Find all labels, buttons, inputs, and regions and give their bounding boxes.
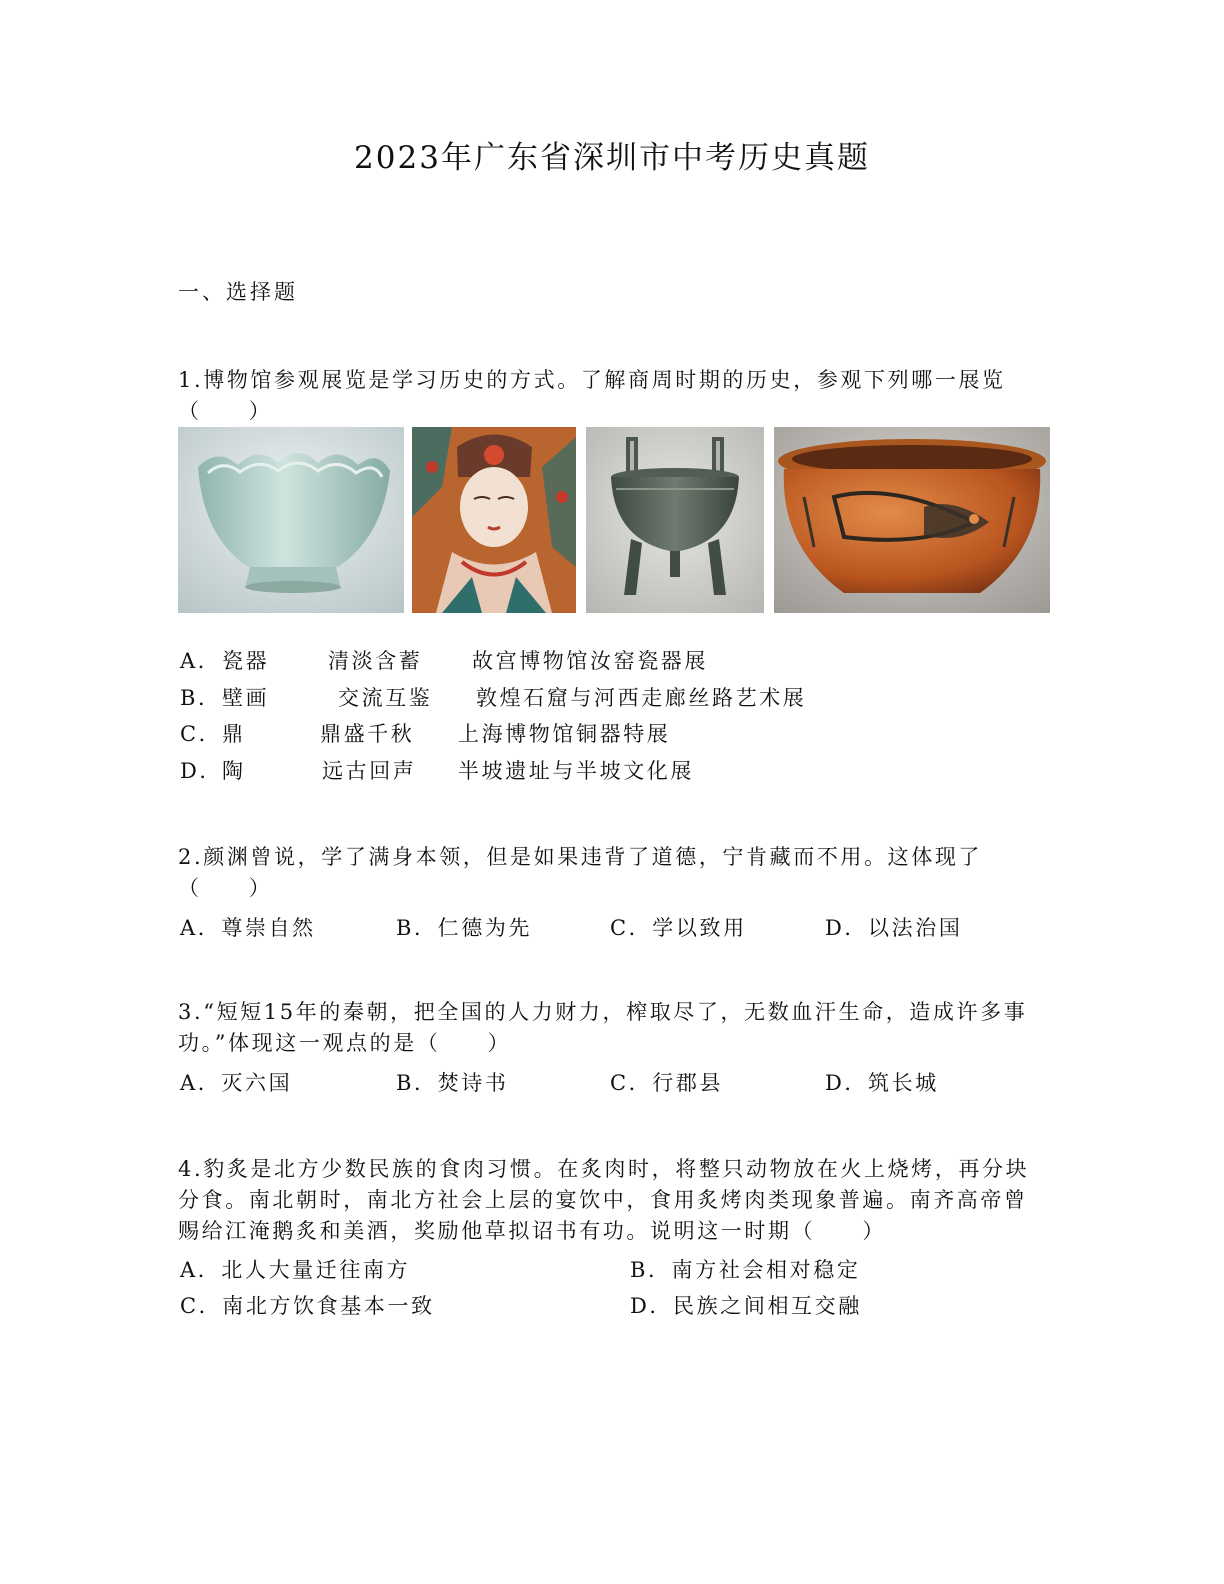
option-letter: B． [630, 1258, 672, 1282]
option-theme: 清淡含蓄 [328, 649, 423, 673]
painted-pottery-image [774, 427, 1050, 613]
option-letter: D． [630, 1294, 674, 1318]
q4-option-d[interactable] [630, 1290, 862, 1320]
option-theme: 远古回声 [322, 759, 417, 783]
option-item: 壁画 [222, 686, 270, 710]
q3-option-b[interactable] [396, 1067, 508, 1097]
option-letter: A． [180, 1258, 222, 1282]
option-text: 筑长城 [868, 1071, 939, 1095]
option-letter: C． [180, 722, 223, 746]
mural-image [412, 427, 576, 613]
q3-option-d[interactable] [825, 1067, 939, 1097]
option-text: 北人大量迁往南方 [221, 1258, 411, 1282]
option-text: 以法治国 [868, 916, 963, 940]
question-3-stem: 3.“短短15年的秦朝，把全国的人力财力，榨取尽了，无数血汗生命，造成许多事功。”体现这一观点的是（ ） [178, 1000, 1028, 1055]
option-letter: B． [396, 1071, 438, 1095]
bronze-ding-image [586, 427, 764, 613]
option-text: 民族之间相互交融 [673, 1294, 862, 1318]
option-item: 瓷器 [222, 649, 270, 673]
option-letter: D． [180, 759, 224, 783]
option-letter: D． [825, 1071, 869, 1095]
option-letter: B． [396, 916, 438, 940]
option-letter: C． [180, 1294, 223, 1318]
q3-option-a[interactable] [180, 1067, 292, 1097]
option-text: 学以致用 [652, 916, 747, 940]
option-item: 鼎 [222, 722, 246, 746]
q3-option-c[interactable] [610, 1067, 723, 1097]
q2-option-a[interactable] [180, 912, 316, 942]
option-letter: A． [180, 649, 222, 673]
page-title: 2023年广东省深圳市中考历史真题 [354, 140, 870, 176]
option-exhibit: 故宫博物馆汝窑瓷器展 [472, 649, 708, 673]
option-letter: C． [610, 1071, 653, 1095]
celadon-bowl-image [178, 427, 404, 613]
option-letter: C． [610, 916, 653, 940]
option-exhibit: 敦煌石窟与河西走廊丝路艺术展 [476, 686, 807, 710]
option-text: 焚诗书 [437, 1071, 509, 1095]
q4-option-c[interactable] [180, 1290, 435, 1320]
question-2-stem: 2.颜渊曾说，学了满身本领，但是如果违背了道德，宁肯藏而不用。这体现了（ ） [178, 845, 983, 900]
option-text: 尊崇自然 [221, 916, 316, 940]
option-exhibit: 上海博物馆铜器特展 [458, 722, 671, 746]
option-theme: 交流互鉴 [338, 686, 433, 710]
q2-option-c[interactable] [610, 912, 747, 942]
q2-option-d[interactable] [825, 912, 962, 942]
q2-option-b[interactable] [396, 912, 532, 942]
option-text: 灭六国 [221, 1071, 293, 1095]
option-text: 南方社会相对稳定 [671, 1258, 861, 1282]
option-exhibit: 半坡遗址与半坡文化展 [458, 759, 694, 783]
question-1-stem: 1.博物馆参观展览是学习历史的方式。了解商周时期的历史，参观下列哪一展览（ ） [178, 368, 1006, 423]
option-letter: A． [180, 916, 222, 940]
option-text: 南北方饮食基本一致 [222, 1294, 435, 1318]
q4-option-b[interactable] [630, 1254, 860, 1284]
option-letter: B． [180, 686, 222, 710]
option-text: 行郡县 [652, 1071, 724, 1095]
question-4-stem: 4.豹炙是北方少数民族的食肉习惯。在炙肉时，将整只动物放在火上烧烤，再分块分食。南北朝时，南北方社会上层的宴饮中，食用炙烤肉类现象普遍。南齐高帝曾赐给江淹鹅炙和美酒，奖励他草拟诏书有功。说明这一时期（ ） [178, 1157, 1030, 1243]
option-text: 仁德为先 [437, 916, 533, 940]
option-letter: A． [180, 1071, 222, 1095]
option-letter: D． [825, 916, 869, 940]
q4-option-a[interactable] [180, 1254, 410, 1284]
option-theme: 鼎盛千秋 [320, 722, 415, 746]
section-heading: 一、选择题 [178, 280, 298, 304]
option-item: 陶 [222, 759, 246, 783]
